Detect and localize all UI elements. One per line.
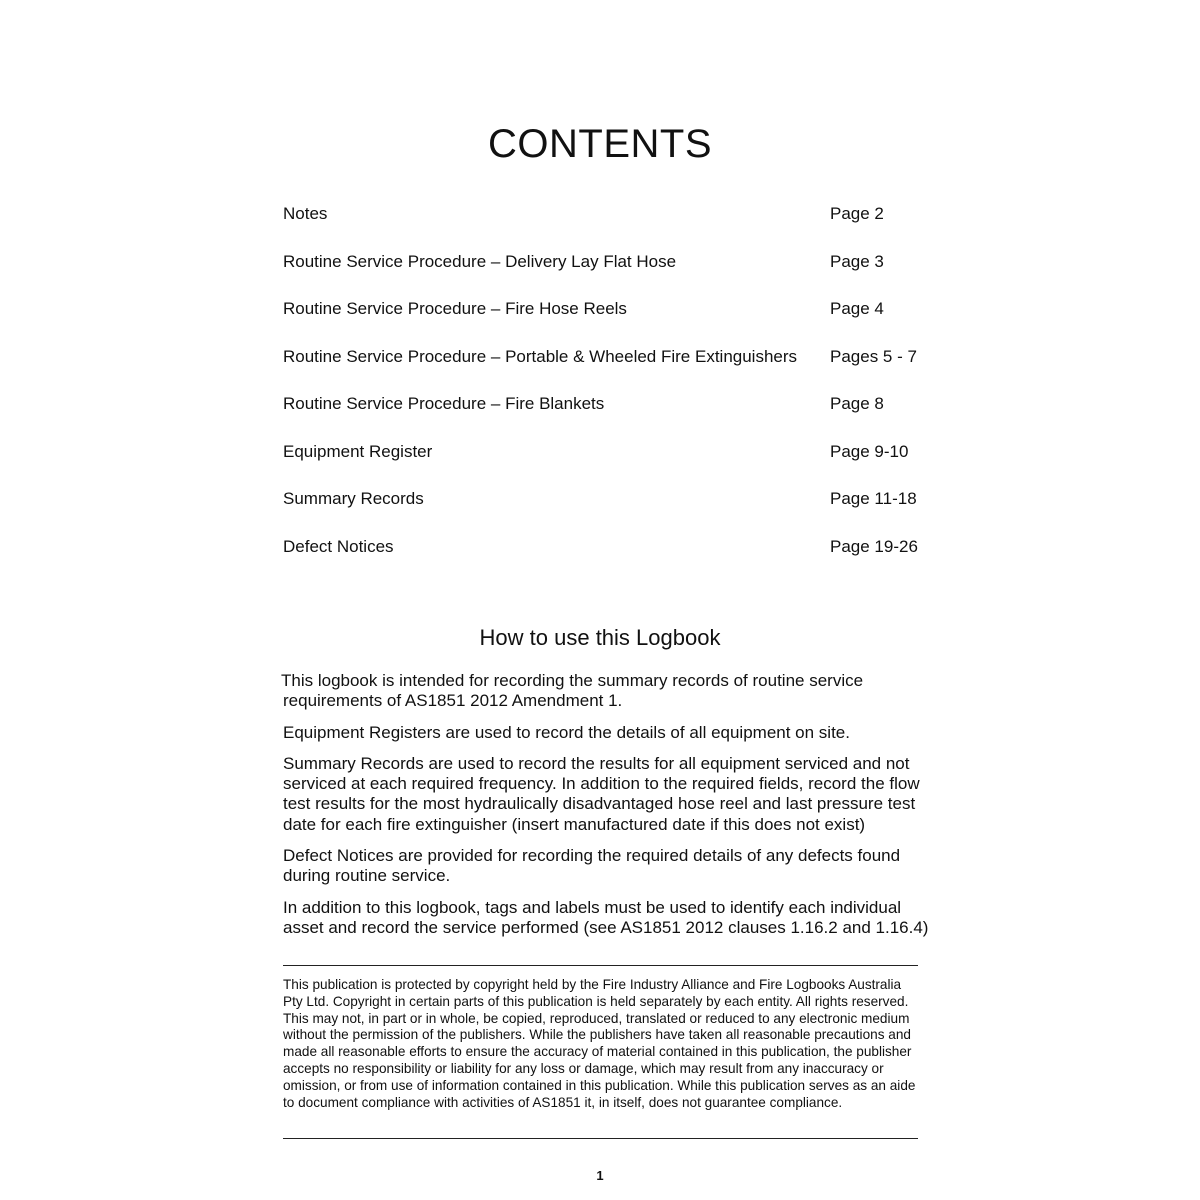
- toc-entry-label: Routine Service Procedure – Fire Blankets: [283, 394, 605, 413]
- toc-entry-page: Page 9-10: [830, 441, 909, 461]
- page-number: 1: [596, 1168, 604, 1183]
- toc-row: [283, 487, 923, 535]
- paragraph: Equipment Registers are used to record the details of all equipment on site.: [283, 722, 850, 742]
- toc-row: [283, 345, 923, 393]
- toc-row: [283, 535, 923, 583]
- toc-entry-page: Page 4: [830, 299, 884, 318]
- toc-entry-label: Summary Records: [283, 489, 424, 508]
- table-of-contents: [283, 202, 923, 582]
- toc-entry-page: Page 3: [830, 251, 884, 271]
- toc-entry-label: Defect Notices: [283, 536, 394, 556]
- toc-entry-page: Page 19-26: [830, 536, 918, 556]
- copyright-notice: This publication is protected by copyright held by the Fire Industry Alliance and Fire Logbooks Australia Pty Ltd. Copyright in certain parts of this publication is held separately by each entity. All rights reserved. This may not, in part or in whole, be copied, reproduced, translated or reduced to any electronic medium without the permission of the publishers. While the publishers have taken all reasonable precautions and made all reasonable efforts to ensure the accuracy of material contained in this publication, the publisher accepts no responsibility or liability for any loss or damage, which may result from any inaccuracy or omission, or from use of information contained in this publication. While this publication serves as an aide to document compliance with activities of AS1851 it, in itself, does not guarantee compliance.: [283, 977, 916, 1110]
- toc-row: [283, 250, 923, 298]
- toc-row: [283, 440, 923, 488]
- toc-entry-page: Page 8: [830, 394, 884, 413]
- divider-bottom: [283, 1138, 918, 1139]
- paragraph: This logbook is intended for recording the summary records of routine service requirements of AS1851 2012 Amendment 1.: [281, 671, 864, 711]
- paragraph: Defect Notices are provided for recording the required details of any defects found during routine service.: [283, 846, 901, 886]
- section-heading: How to use this Logbook: [479, 625, 721, 650]
- toc-entry-label: Equipment Register: [283, 441, 433, 461]
- toc-entry-label: Notes: [283, 204, 328, 223]
- toc-row: [283, 202, 923, 250]
- toc-row: [283, 392, 923, 440]
- page-title: CONTENTS: [488, 122, 712, 166]
- toc-entry-label: Routine Service Procedure – Fire Hose Reels: [283, 299, 627, 318]
- paragraph: Summary Records are used to record the results for all equipment serviced and not serviced at each required frequency. In addition to the required fields, record the flow test results for the most hydraulically disadvantaged hose reel and last pressure test date for each fire extinguisher (insert manufactured date if this does not exist): [283, 753, 920, 834]
- toc-entry-page: Pages 5 - 7: [830, 346, 917, 366]
- toc-row: [283, 297, 923, 345]
- toc-entry-label: Routine Service Procedure – Delivery Lay Flat Hose: [283, 251, 677, 271]
- toc-entry-page: Page 2: [830, 204, 884, 223]
- paragraph: In addition to this logbook, tags and labels must be used to identify each individual asset and record the service performed (see AS1851 2012 clauses 1.16.2 and 1.16.4): [283, 897, 929, 937]
- toc-entry-page: Page 11-18: [830, 489, 917, 508]
- divider-top: [283, 965, 918, 966]
- toc-entry-label: Routine Service Procedure – Portable & Wheeled Fire Extinguishers: [283, 346, 798, 366]
- instructions-section: [283, 671, 933, 949]
